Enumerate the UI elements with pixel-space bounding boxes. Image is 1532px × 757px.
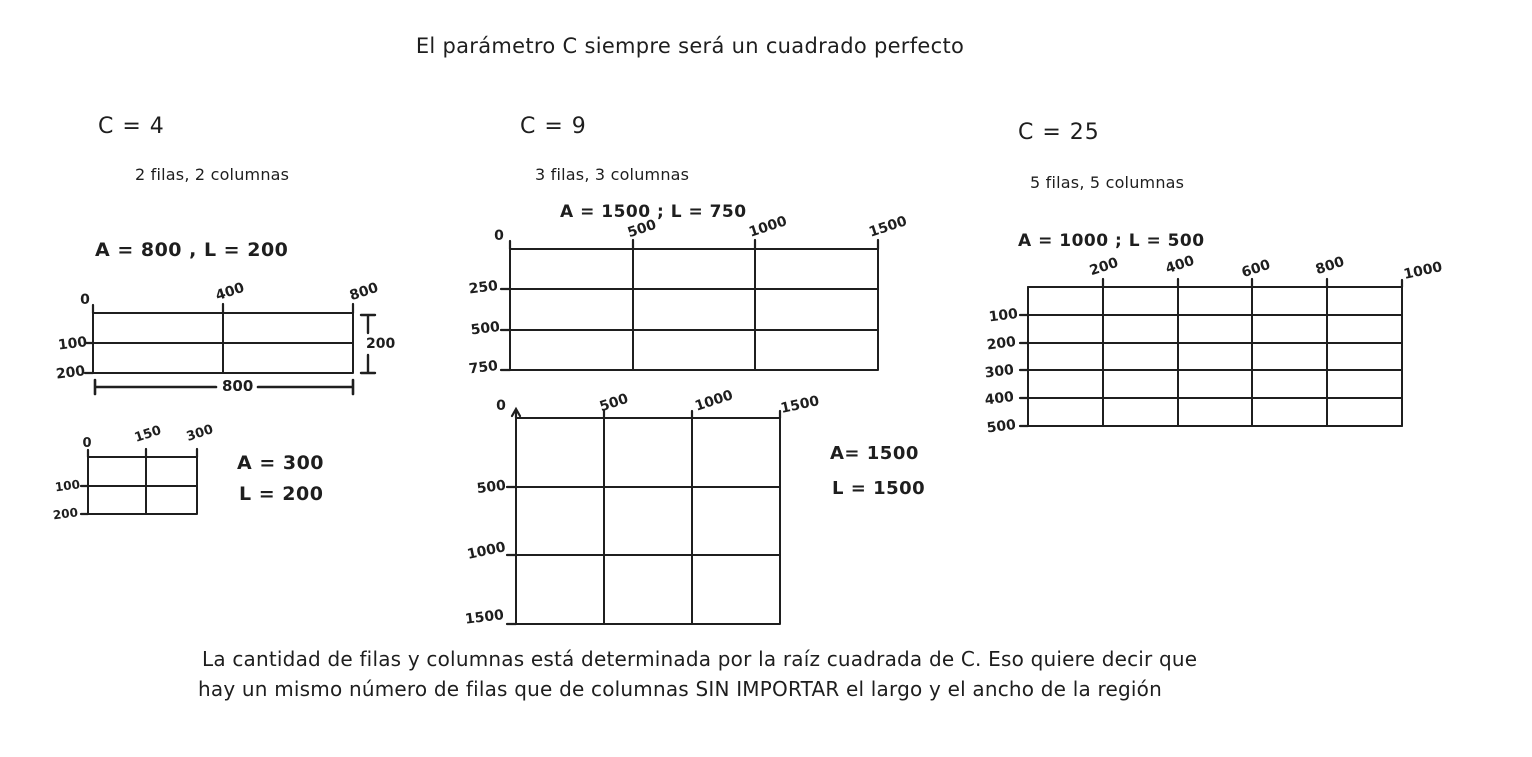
x-tick-label: 0 (494, 228, 504, 244)
y-tick-label: 400 (983, 388, 1015, 409)
y-tick-label: 200 (52, 505, 79, 523)
y-tick-label: 250 (467, 277, 499, 298)
grid-param-l: L = 200 (239, 483, 324, 505)
grid-c4-small (81, 449, 197, 514)
panel-c9-params: A = 1500 ; L = 750 (560, 202, 747, 222)
height-dimension-label: 200 (366, 336, 396, 352)
x-tick-label: 1500 (779, 393, 821, 417)
x-tick-label: 600 (1239, 256, 1273, 282)
diagram-title: El parámetro C siempre será un cuadrado perfecto (415, 34, 965, 58)
y-tick-label: 1500 (464, 607, 505, 628)
y-tick-label: 200 (985, 333, 1017, 354)
x-tick-label: 0 (80, 292, 90, 308)
x-tick-label: 800 (1313, 253, 1347, 279)
x-tick-label: 0 (496, 398, 506, 414)
y-tick-label: 200 (55, 363, 87, 383)
y-tick-label: 300 (983, 361, 1015, 382)
width-dimension-label: 800 (222, 377, 254, 395)
x-tick-label: 1500 (866, 213, 910, 241)
panel-c4-heading: C = 4 (98, 114, 165, 139)
panel-c4-subheading: 2 filas, 2 columnas (135, 165, 290, 184)
grid-param-a: A= 1500 (830, 443, 919, 464)
x-tick-label: 500 (625, 216, 659, 242)
x-tick-label: 1000 (746, 213, 790, 241)
y-tick-label: 500 (469, 318, 501, 339)
panel-c25-subheading: 5 filas, 5 columnas (1030, 173, 1185, 192)
x-tick-label: 400 (213, 279, 247, 305)
y-tick-label: 1000 (465, 539, 508, 563)
x-tick-label: 500 (597, 390, 631, 416)
x-tick-label: 150 (132, 423, 164, 446)
x-tick-label: 800 (347, 279, 381, 305)
grid-param-a: A = 300 (237, 452, 325, 474)
x-tick-label: 200 (1087, 254, 1121, 280)
y-tick-label: 100 (54, 477, 81, 495)
y-tick-label: 100 (987, 305, 1019, 326)
grid-c9-square (507, 409, 780, 624)
y-tick-label: 500 (475, 477, 507, 498)
panel-c4-params: A = 800 , L = 200 (95, 239, 289, 261)
panel-c9-subheading: 3 filas, 3 columnas (535, 165, 690, 184)
x-tick-label: 300 (184, 422, 216, 445)
x-tick-label: 0 (82, 436, 92, 451)
panel-c9-heading: C = 9 (520, 114, 587, 139)
y-tick-label: 100 (57, 334, 89, 354)
x-tick-label: 1000 (1402, 259, 1444, 283)
x-tick-label: 400 (1163, 252, 1197, 278)
panel-c25-heading: C = 25 (1018, 120, 1100, 145)
footer-note-line1: La cantidad de filas y columnas está determinada por la raíz cuadrada de C. Eso quiere decir que (202, 647, 1198, 671)
x-tick-label: 1000 (692, 387, 736, 415)
grid-param-l: L = 1500 (832, 478, 926, 499)
y-tick-label: 500 (985, 416, 1017, 437)
grid-c9-wide (501, 240, 878, 370)
panel-c25-params: A = 1000 ; L = 500 (1018, 231, 1205, 251)
y-tick-label: 750 (467, 357, 499, 378)
grid-c25 (1020, 279, 1402, 426)
footer-note-line2: hay un mismo número de filas que de columnas SIN IMPORTAR el largo y el ancho de la región (198, 677, 1162, 701)
